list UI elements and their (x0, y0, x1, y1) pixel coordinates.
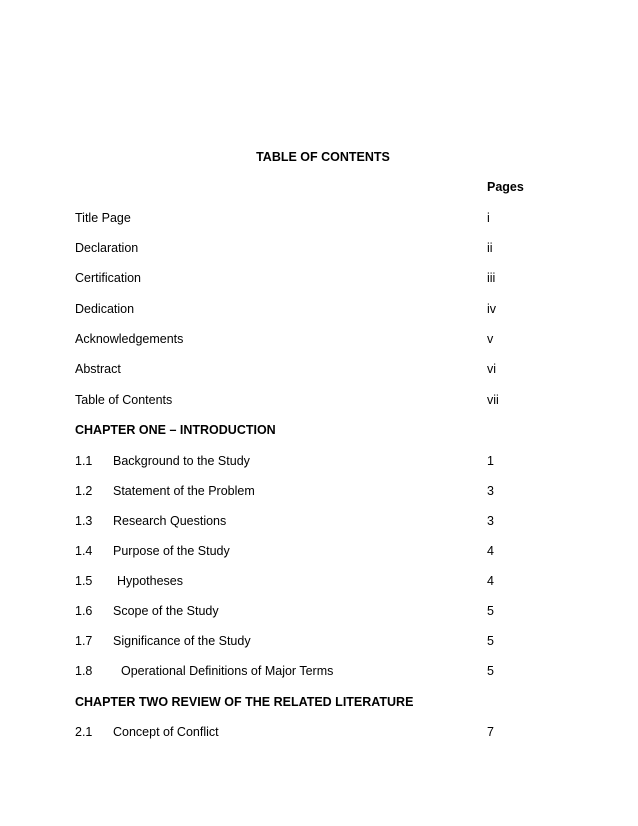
toc-entry-label: Table of Contents (75, 393, 173, 407)
toc-entry-page: iii (487, 271, 496, 285)
toc-entry-page: v (487, 332, 494, 346)
toc-entry-certification[interactable] (0, 271, 638, 289)
toc-section-row[interactable] (0, 544, 638, 562)
toc-entry-table-of-contents[interactable] (0, 393, 638, 411)
toc-section-row[interactable] (0, 725, 638, 743)
section-page: 5 (487, 634, 494, 648)
toc-entry-label: Declaration (75, 241, 139, 255)
section-page: 5 (487, 604, 494, 618)
toc-entry-title-page[interactable] (0, 211, 638, 229)
toc-entry-label: Title Page (75, 211, 131, 225)
section-title: Operational Definitions of Major Terms (121, 664, 334, 678)
section-title: Background to the Study (113, 454, 250, 468)
toc-entry-acknowledgements[interactable] (0, 332, 638, 350)
section-page: 1 (487, 454, 494, 468)
section-page: 7 (487, 725, 494, 739)
section-title: Concept of Conflict (113, 725, 219, 739)
toc-entry-page: i (487, 211, 490, 225)
section-title: Research Questions (113, 514, 227, 528)
toc-section-row[interactable] (0, 604, 638, 622)
section-number: 1.7 (75, 634, 93, 648)
toc-entry-label: Dedication (75, 302, 135, 316)
section-number: 1.4 (75, 544, 93, 558)
toc-entry-label: Acknowledgements (75, 332, 184, 346)
toc-section-row[interactable] (0, 574, 638, 592)
toc-section-row[interactable] (0, 514, 638, 532)
page-title: TABLE OF CONTENTS (256, 150, 390, 164)
toc-entry-declaration[interactable] (0, 241, 638, 259)
section-page: 5 (487, 664, 494, 678)
section-number: 2.1 (75, 725, 93, 739)
toc-entry-abstract[interactable] (0, 362, 638, 380)
section-title: Scope of the Study (113, 604, 219, 618)
section-page: 4 (487, 544, 494, 558)
section-page: 4 (487, 574, 494, 588)
toc-section-row[interactable] (0, 454, 638, 472)
section-number: 1.5 (75, 574, 93, 588)
section-page: 3 (487, 484, 494, 498)
section-page: 3 (487, 514, 494, 528)
pages-column-header: Pages (487, 180, 524, 194)
toc-entry-label: Certification (75, 271, 141, 285)
toc-entry-dedication[interactable] (0, 302, 638, 320)
section-number: 1.1 (75, 454, 93, 468)
toc-entry-page: vi (487, 362, 497, 376)
toc-entry-page: vii (487, 393, 499, 407)
toc-entry-page: iv (487, 302, 497, 316)
section-number: 1.3 (75, 514, 93, 528)
section-number: 1.6 (75, 604, 93, 618)
section-title: Purpose of the Study (113, 544, 230, 558)
toc-section-row[interactable] (0, 484, 638, 502)
section-title: Statement of the Problem (113, 484, 255, 498)
section-number: 1.8 (75, 664, 93, 678)
section-title: Hypotheses (117, 574, 184, 588)
section-title: Significance of the Study (113, 634, 251, 648)
toc-section-row[interactable] (0, 634, 638, 652)
toc-section-row[interactable] (0, 664, 638, 682)
toc-entry-page: ii (487, 241, 493, 255)
chapter-two-heading[interactable]: CHAPTER TWO REVIEW OF THE RELATED LITERATURE (75, 695, 414, 709)
chapter-one-heading[interactable]: CHAPTER ONE – INTRODUCTION (75, 423, 276, 437)
toc-entry-label: Abstract (75, 362, 121, 376)
section-number: 1.2 (75, 484, 93, 498)
